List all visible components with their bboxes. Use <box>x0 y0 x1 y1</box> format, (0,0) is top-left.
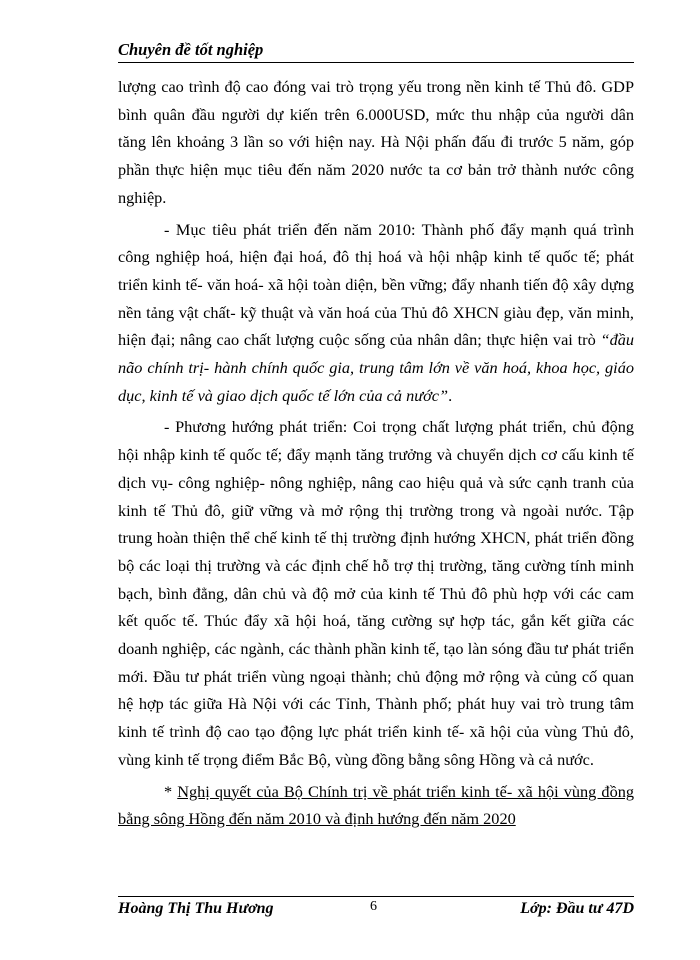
goal-quote: “đầu não chính trị- hành chính quốc gia, trung tâm lớn về văn hoá, khoa học, giáo dục, kinh tế và giao dịch quốc tế lớn của cả nước” <box>118 330 634 405</box>
footer-class: Lớp: Đầu tư 47D <box>520 900 634 917</box>
header-title: Chuyên đề tốt nghiệp <box>118 40 264 59</box>
document-body <box>118 73 634 837</box>
paragraph-development-direction: - Phương hướng phát triển: Coi trọng chất lượng phát triển, chủ động hội nhập kinh tế quốc tế; đẩy mạnh tăng trưởng và chuyển dịch cơ cấu kinh tế dịch vụ- công nghiệp- nông nghiệp, nâng cao hiệu quả và sức cạnh tranh của kinh tế Thủ đô, giữ vững và mở rộng thị trường trong và ngoài nước. Tập trung hoàn thiện thể chế kinh tế thị trường định hướng XHCN, phát triển đồng bộ các loại thị trường và các định chế hỗ trợ thị trường, tăng cường tính minh bạch, bình đẳng, dân chủ và độ mở của kinh tế Thủ đô phù hợp với các cam kết quốc tế. Thúc đẩy xã hội hoá, tăng cường sự hợp tác, gắn kết giữa các doanh nghiệp, các ngành, các thành phần kinh tế, tạo làn sóng đầu tư phát triển mới. Đầu tư phát triển vùng ngoại thành; chủ động mở rộng và củng cố quan hệ hợp tác giữa Hà Nội với các Tỉnh, Thành phố; phát huy vai trò trung tâm kinh tế trình độ cao tạo động lực phát triển kinh tế- xã hội của vùng Thủ đô, vùng kinh tế trọng điểm Bắc Bộ, vùng đồng bằng sông Hồng và cả nước. <box>118 417 634 769</box>
paragraph-gdp-goal: lượng cao trình độ cao đóng vai trò trọng yếu trong nền kinh tế Thủ đô. GDP bình quân đầu người dự kiến trên 6.000USD, mức thu nhập của người dân tăng lên khoảng 3 lần so với hiện nay. Hà Nội phấn đấu đi trước 5 năm, góp phần thực hiện mục tiêu đến năm 2020 nước ta cơ bản trở thành nước công nghiệp. <box>118 77 634 207</box>
bullet-asterisk: * <box>164 781 178 801</box>
resolution-title: Nghị quyết của Bộ Chính trị về phát triển kinh tế- xã hội vùng đồng bằng sông Hồng đến năm 2010 và định hướng đến năm 2020 <box>118 781 634 829</box>
document-header <box>118 40 634 63</box>
paragraph-development-goal-2010 <box>118 216 634 410</box>
footer-divider <box>118 896 634 897</box>
goal-end: . <box>448 385 453 405</box>
footer-author: Hoàng Thị Thu Hương <box>118 900 274 917</box>
paragraph-resolution-heading <box>118 778 634 833</box>
goal-text: - Mục tiêu phát triển đến năm 2010: Thành phố đẩy mạnh quá trình công nghiệp hoá, hiện đại hoá, đô thị hoá và hội nhập kinh tế quốc tế; phát triển kinh tế- văn hoá- xã hội toàn diện, bền vững; đẩy nhanh tiến độ xây dựng nền tảng vật chất- kỹ thuật và văn hoá của Thủ đô XHCN giàu đẹp, văn minh, hiện đại; nâng cao chất lượng cuộc sống của nhân dân; thực hiện vai trò <box>118 219 634 350</box>
page-number: 6 <box>370 899 377 914</box>
